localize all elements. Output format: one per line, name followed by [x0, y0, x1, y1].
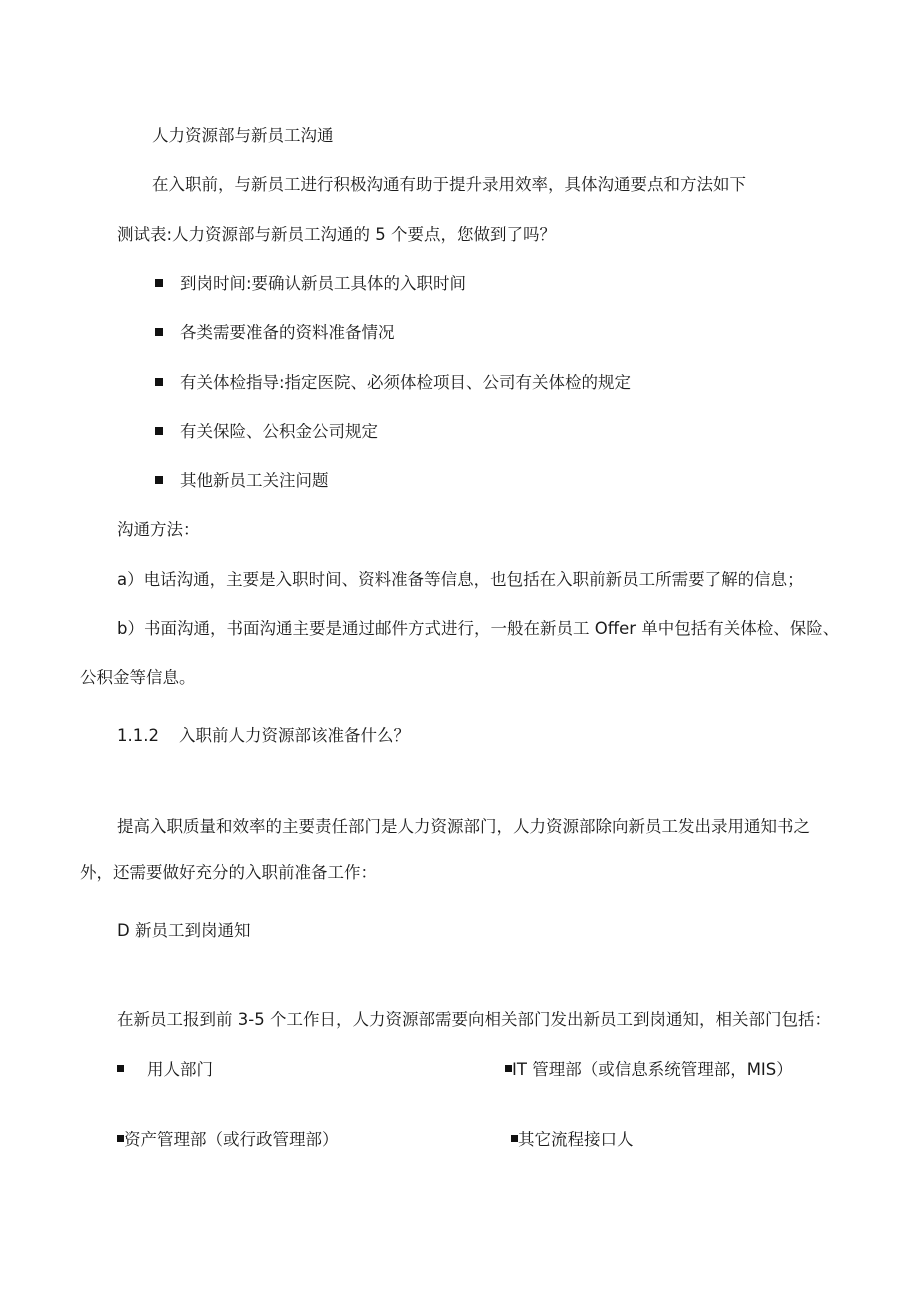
- bullet-square-icon: [505, 1065, 512, 1072]
- para2: 在新员工报到前 3-5 个工作日，人力资源部需要向相关部门发出新员工到岗通知，相关部门包括：: [117, 1010, 831, 1029]
- point-text: 各类需要准备的资料准备情况: [180, 323, 395, 342]
- method-a: a）电话沟通，主要是入职时间、资料准备等信息，也包括在入职前新员工所需要了解的信息；: [117, 570, 804, 589]
- dept-item: [117, 1129, 339, 1151]
- bullet-square-icon: [155, 328, 163, 336]
- dept-label: 其它流程接口人: [518, 1130, 634, 1149]
- point-item: [155, 470, 329, 492]
- dept-item: [511, 1129, 634, 1151]
- point-text: 到岗时间:要确认新员工具体的入职时间: [180, 274, 467, 293]
- bullet-square-icon: [155, 476, 163, 484]
- point-item: [155, 372, 631, 394]
- method-b-line1: b）书面沟通，书面沟通主要是通过邮件方式进行，一般在新员工 Offer 单中包括有关体检、保险、: [117, 619, 840, 638]
- test-table-title: 测试表:人力资源部与新员工沟通的 5 个要点，您做到了吗？: [117, 225, 557, 244]
- point-text: 有关体检指导:指定医院、必须体检项目、公司有关体检的规定: [180, 373, 632, 392]
- point-text: 其他新员工关注问题: [180, 471, 329, 490]
- sub-heading: D 新员工到岗通知: [117, 921, 251, 940]
- heading-comm: 人力资源部与新员工沟通: [152, 126, 334, 145]
- section-number: 1.1.2: [117, 726, 159, 745]
- point-item: [155, 273, 466, 295]
- point-text: 有关保险、公积金公司规定: [180, 422, 378, 441]
- para1-line2: 外，还需要做好充分的入职前准备工作：: [80, 863, 377, 882]
- dept-label: IT 管理部（或信息系统管理部，MIS）: [512, 1060, 793, 1079]
- methods-label: 沟通方法：: [117, 520, 200, 539]
- para1-line1: 提高入职质量和效率的主要责任部门是人力资源部门，人力资源部除向新员工发出录用通知书之: [117, 817, 810, 836]
- section-title: 入职前人力资源部该准备什么？: [178, 726, 410, 745]
- dept-label: 资产管理部（或行政管理部）: [124, 1130, 339, 1149]
- bullet-square-icon: [155, 279, 163, 287]
- point-item: [155, 421, 378, 443]
- bullet-square-icon: [155, 427, 163, 435]
- bullet-square-icon: [117, 1065, 124, 1072]
- intro-paragraph: 在入职前，与新员工进行积极沟通有助于提升录用效率，具体沟通要点和方法如下: [152, 175, 746, 194]
- dept-item: [117, 1059, 213, 1081]
- dept-item: [505, 1059, 793, 1081]
- bullet-square-icon: [155, 378, 163, 386]
- method-b-line2: 公积金等信息。: [80, 668, 196, 687]
- bullet-square-icon: [117, 1135, 124, 1142]
- dept-label: 用人部门: [147, 1060, 213, 1079]
- point-item: [155, 322, 395, 344]
- section-heading: [117, 725, 410, 747]
- bullet-square-icon: [511, 1135, 518, 1142]
